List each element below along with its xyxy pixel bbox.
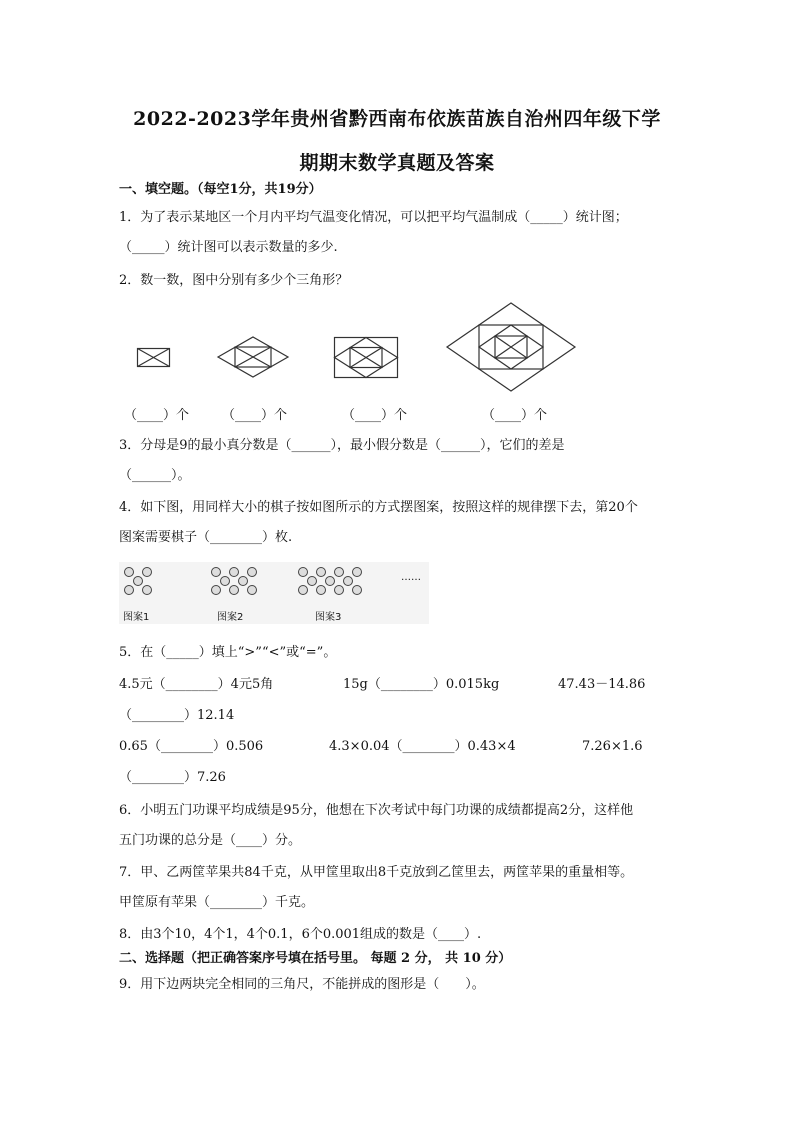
- section-choice-heading: 二、选择题（把正确答案序号填在括号里。 每题 2 分， 共 10 分）: [119, 951, 512, 966]
- q5-item-6-cont: （________）7.26: [119, 770, 226, 785]
- q1-line2: （_____）统计图可以表示数量的多少.: [119, 240, 338, 255]
- q2-answer-4[interactable]: （____）个: [482, 408, 548, 423]
- q2-text: 2．数一数，图中分别有多少个三角形？: [119, 273, 349, 288]
- q2-figure-3: [334, 337, 398, 379]
- q3-line1: 3．分母是9的最小真分数是（______），最小假分数是（______），它们的差是: [119, 438, 565, 453]
- q2-figure-2: [218, 337, 288, 379]
- q5-item-6: 7.26×1.6: [582, 739, 643, 754]
- q5-item-1: 4.5元（________）4元5角: [119, 677, 274, 692]
- q4-pattern-figure: [119, 562, 429, 624]
- q6-line2: 五门功课的总分是（____）分。: [119, 833, 302, 848]
- q2-answer-1[interactable]: （____）个: [124, 408, 190, 423]
- q5-intro: 5．在（_____）填上“>”“<”或“=”。: [119, 645, 337, 660]
- q7-line2: 甲筐原有苹果（________）千克。: [119, 895, 315, 910]
- pattern-3-dots: [297, 566, 365, 598]
- q6-line1: 6．小明五门功课平均成绩是95分，他想在下次考试中每门功课的成绩都提高2分，这样他: [119, 803, 634, 818]
- page-title-line2: 期期末数学真题及答案: [299, 152, 495, 174]
- q2-figure-4: [447, 303, 575, 391]
- q5-item-4: 0.65（________）0.506: [119, 739, 264, 754]
- q2-figure-1: [137, 348, 171, 368]
- pattern-2-dots: [210, 566, 260, 598]
- q4-line2: 图案需要棋子（________）枚.: [119, 530, 293, 545]
- q5-item-5: 4.3×0.04（________）0.43×4: [329, 739, 516, 754]
- q2-answer-2[interactable]: （____）个: [222, 408, 288, 423]
- page-title-line1: 2022-2023学年贵州省黔西南布依族苗族自治州四年级下学: [133, 108, 661, 130]
- q4-line1: 4．如下图，用同样大小的棋子按如图所示的方式摆图案，按照这样的规律摆下去，第20个: [119, 500, 638, 515]
- pattern-1-caption: 图案1: [123, 612, 150, 623]
- section-fill-blank-heading: 一、填空题。（每空1分，共19分）: [119, 182, 322, 197]
- q1-line1: 1．为了表示某地区一个月内平均气温变化情况，可以把平均气温制成（_____）统计图；: [119, 210, 628, 225]
- q5-item-2: 15g（________）0.015kg: [343, 677, 500, 692]
- pattern-3-caption: 图案3: [315, 612, 342, 623]
- q9-text: 9．用下边两块完全相同的三角尺，不能拼成的图形是（ ）。: [119, 977, 485, 992]
- q8-text: 8．由3个10，4个1，4个0.1，6个0.001组成的数是（____）.: [119, 927, 482, 942]
- q2-answer-3[interactable]: （____）个: [342, 408, 408, 423]
- pattern-2-caption: 图案2: [217, 612, 244, 623]
- pattern-1-dots: [123, 566, 155, 598]
- q5-item-3-cont: （________）12.14: [119, 708, 235, 723]
- q7-line1: 7．甲、乙两筐苹果共84千克，从甲筐里取出8千克放到乙筐里去，两筐苹果的重量相等。: [119, 865, 634, 880]
- q5-item-3: 47.43－14.86: [558, 677, 646, 692]
- pattern-ellipsis: ……: [401, 572, 421, 583]
- q3-line2: （______）。: [119, 468, 191, 483]
